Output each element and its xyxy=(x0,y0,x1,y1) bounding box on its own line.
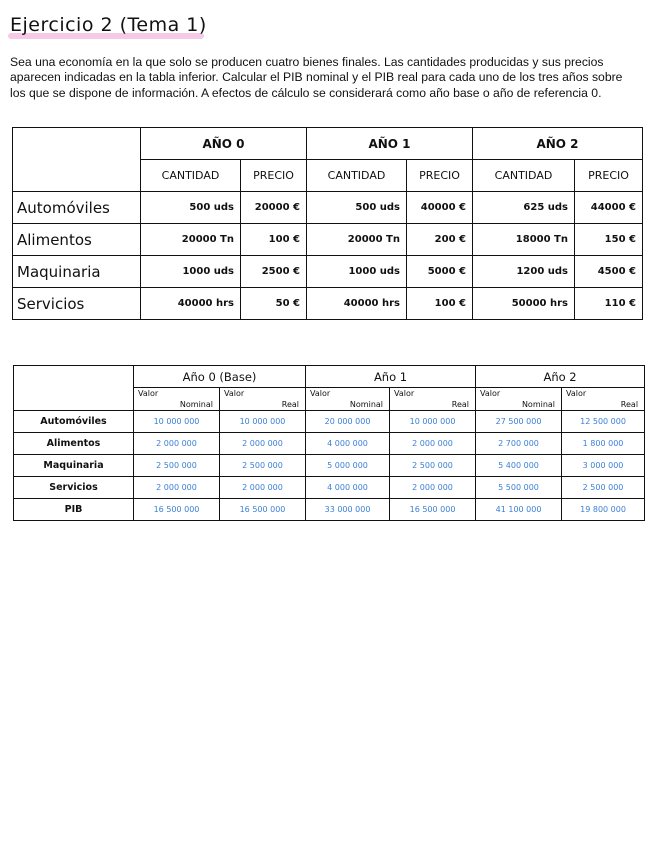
column-header xyxy=(390,388,476,411)
table-cell: 44000 € xyxy=(575,192,643,224)
table-cell: 20000 Tn xyxy=(307,224,407,256)
table-cell: 2500 € xyxy=(241,256,307,288)
table-cell: 2 000 000 xyxy=(220,433,306,455)
table-cell: 5 500 000 xyxy=(476,477,562,499)
table-cell: 16 500 000 xyxy=(134,499,220,521)
table-cell: 19 800 000 xyxy=(562,499,645,521)
corner-cell xyxy=(14,366,134,411)
table-cell: 40000 € xyxy=(407,192,473,224)
column-header xyxy=(562,388,645,411)
row-label: Maquinaria xyxy=(14,455,134,477)
row-label: Maquinaria xyxy=(13,256,141,288)
year-header: Año 1 xyxy=(306,366,476,388)
column-header: CANTIDAD xyxy=(307,160,407,192)
column-header-top: Valor xyxy=(480,389,501,398)
table-cell: 50000 hrs xyxy=(473,288,575,320)
corner-cell xyxy=(13,128,141,192)
row-label: Alimentos xyxy=(13,224,141,256)
problem-statement: Sea una economía en la que solo se producen cuatro bienes finales. Las cantidades producidas y sus precios aparecen indicadas en la tabla inferior. Calcular el PIB nominal y el PIB real para cada uno de los tres años sobre los que se dispone de información. A efectos de cálculo se considerará como año base o año de referencia 0. xyxy=(10,55,623,100)
table-row xyxy=(13,224,643,256)
table-cell: 4 000 000 xyxy=(306,477,390,499)
data-table xyxy=(12,127,643,320)
table-cell: 1 800 000 xyxy=(562,433,645,455)
table-cell: 27 500 000 xyxy=(476,411,562,433)
table-cell: 500 uds xyxy=(141,192,241,224)
table-cell: 2 500 000 xyxy=(134,455,220,477)
table-cell: 50 € xyxy=(241,288,307,320)
page-title: Ejercicio 2 (Tema 1) xyxy=(10,14,207,36)
table-cell: 150 € xyxy=(575,224,643,256)
table-cell: 40000 hrs xyxy=(307,288,407,320)
table-cell: 2 000 000 xyxy=(134,433,220,455)
column-header: CANTIDAD xyxy=(141,160,241,192)
table-cell: 2 000 000 xyxy=(390,433,476,455)
table-cell: 2 000 000 xyxy=(220,477,306,499)
table-cell: 20000 € xyxy=(241,192,307,224)
table-cell: 20000 Tn xyxy=(141,224,241,256)
column-header: CANTIDAD xyxy=(473,160,575,192)
table-cell: 1200 uds xyxy=(473,256,575,288)
table-cell: 500 uds xyxy=(307,192,407,224)
table-cell: 40000 hrs xyxy=(141,288,241,320)
table-cell: 5000 € xyxy=(407,256,473,288)
table-row xyxy=(14,455,645,477)
table-cell: 200 € xyxy=(407,224,473,256)
column-header: PRECIO xyxy=(575,160,643,192)
table-cell: 10 000 000 xyxy=(390,411,476,433)
table-cell: 5 400 000 xyxy=(476,455,562,477)
year-header: Año 2 xyxy=(476,366,645,388)
table-cell: 16 500 000 xyxy=(220,499,306,521)
column-header-top: Valor xyxy=(138,389,159,398)
table-row xyxy=(14,477,645,499)
table-cell: 5 000 000 xyxy=(306,455,390,477)
column-header xyxy=(476,388,562,411)
results-table xyxy=(13,365,645,521)
table-cell: 1000 uds xyxy=(141,256,241,288)
row-label: PIB xyxy=(14,499,134,521)
table-cell: 4 000 000 xyxy=(306,433,390,455)
table-cell: 16 500 000 xyxy=(390,499,476,521)
table-row xyxy=(14,499,645,521)
column-header-top: Valor xyxy=(224,389,245,398)
year-header: Año 0 (Base) xyxy=(134,366,306,388)
table-cell: 3 000 000 xyxy=(562,455,645,477)
table-cell: 2 500 000 xyxy=(562,477,645,499)
table-cell: 625 uds xyxy=(473,192,575,224)
year-header: AÑO 0 xyxy=(141,128,307,160)
table-row xyxy=(14,411,645,433)
table-row xyxy=(13,256,643,288)
column-header-bottom: Real xyxy=(281,400,300,409)
table-cell: 10 000 000 xyxy=(220,411,306,433)
column-header xyxy=(220,388,306,411)
table-cell: 2 500 000 xyxy=(220,455,306,477)
table-cell: 10 000 000 xyxy=(134,411,220,433)
column-header-bottom: Real xyxy=(451,400,470,409)
column-header xyxy=(134,388,220,411)
row-label: Alimentos xyxy=(14,433,134,455)
table-cell: 4500 € xyxy=(575,256,643,288)
column-header-top: Valor xyxy=(310,389,331,398)
table-cell: 18000 Tn xyxy=(473,224,575,256)
table-cell: 2 700 000 xyxy=(476,433,562,455)
table-cell: 33 000 000 xyxy=(306,499,390,521)
column-header-bottom: Nominal xyxy=(521,400,556,409)
table-cell: 1000 uds xyxy=(307,256,407,288)
table-cell: 110 € xyxy=(575,288,643,320)
year-header: AÑO 1 xyxy=(307,128,473,160)
table-row xyxy=(13,288,643,320)
row-label: Servicios xyxy=(14,477,134,499)
column-header-top: Valor xyxy=(394,389,415,398)
column-header: PRECIO xyxy=(241,160,307,192)
table-row xyxy=(14,433,645,455)
table-cell: 12 500 000 xyxy=(562,411,645,433)
table-cell: 100 € xyxy=(407,288,473,320)
row-label: Servicios xyxy=(13,288,141,320)
year-header: AÑO 2 xyxy=(473,128,643,160)
column-header-bottom: Nominal xyxy=(179,400,213,409)
column-header-bottom: Real xyxy=(620,400,639,409)
column-header-bottom: Nominal xyxy=(349,400,384,409)
table-cell: 100 € xyxy=(241,224,307,256)
table-cell: 2 000 000 xyxy=(390,477,476,499)
column-header: PRECIO xyxy=(407,160,473,192)
row-label: Automóviles xyxy=(13,192,141,224)
column-header-top: Valor xyxy=(566,389,587,398)
table-cell: 2 500 000 xyxy=(390,455,476,477)
table-cell: 2 000 000 xyxy=(134,477,220,499)
row-label: Automóviles xyxy=(14,411,134,433)
table-cell: 41 100 000 xyxy=(476,499,562,521)
table-cell: 20 000 000 xyxy=(306,411,390,433)
column-header xyxy=(306,388,390,411)
table-row xyxy=(13,192,643,224)
